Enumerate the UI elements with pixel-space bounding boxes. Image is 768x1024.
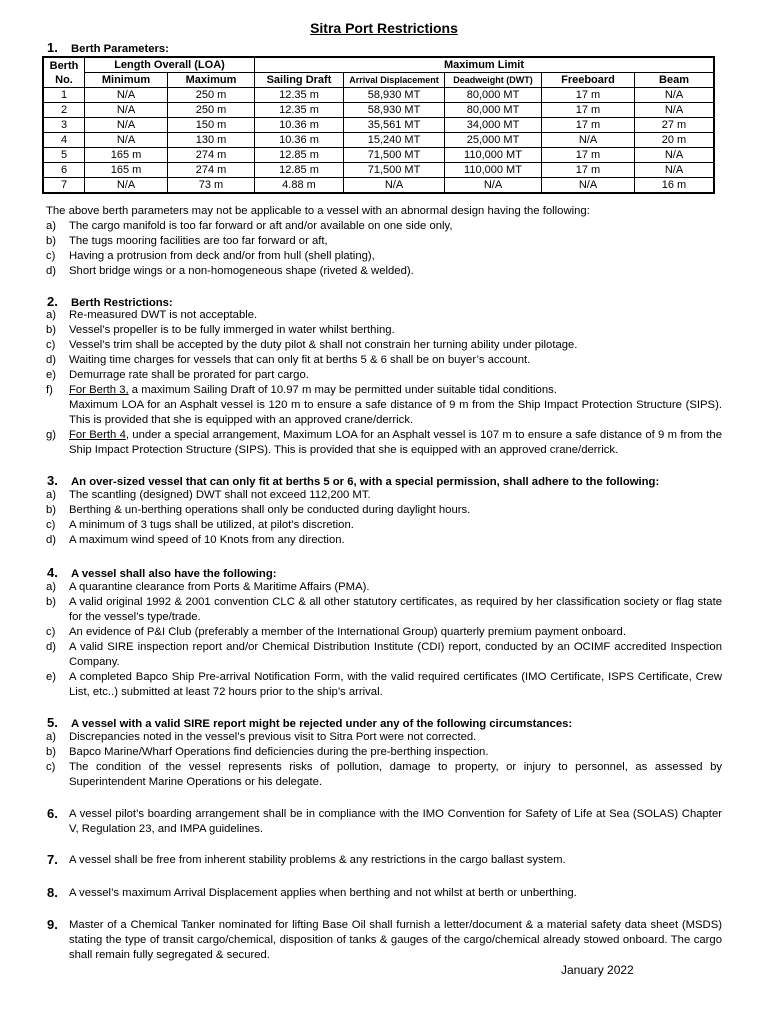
cell-berth-no: 5 — [43, 148, 85, 163]
section-9-text: Master of a Chemical Tanker nominated for lifting Base Oil shall furnish a letter/document & a material safety data sheet (MSDS) stating the type of transit cargo/chemical, disposition of tanks & gauges of the cargo/chemical already stowed onboard. The cargo shall remain fully segregated & secured. — [69, 919, 722, 961]
cell-arrival-displacement: N/A — [344, 178, 445, 194]
cell-berth-no: 2 — [43, 103, 85, 118]
table-row — [43, 88, 714, 103]
section-title: Berth Restrictions: — [71, 297, 173, 309]
cell-arrival-displacement: 71,500 MT — [344, 148, 445, 163]
cell-sailing-draft: 12.35 m — [255, 88, 344, 103]
item-label: d) — [46, 641, 57, 653]
list-item — [46, 219, 722, 234]
section-7-text: A vessel shall be free from inherent stability problems & any restrictions in the cargo ballast system. — [69, 854, 566, 866]
cell-freeboard: 17 m — [542, 103, 635, 118]
table-row — [43, 118, 714, 133]
list-item — [46, 308, 722, 323]
section-1-list — [46, 219, 722, 279]
item-label: c) — [46, 626, 56, 638]
cell-arrival-displacement: 35,561 MT — [344, 118, 445, 133]
item-text: The tugs mooring facilities are too far forward or aft, — [69, 235, 328, 247]
cell-deadweight: 110,000 MT — [445, 163, 542, 178]
cell-sailing-draft: 12.35 m — [255, 103, 344, 118]
cell-loa-max: 250 m — [168, 88, 255, 103]
list-item — [46, 595, 722, 625]
cell-beam: 27 m — [635, 118, 715, 133]
section-number: 8. — [47, 885, 58, 900]
item-label: b) — [46, 746, 57, 758]
item-text: The scantling (designed) DWT shall not exceed 112,200 MT. — [69, 489, 371, 501]
item-label: b) — [46, 596, 57, 608]
item-text: Waiting time charges for vessels that can only fit at berths 5 & 6 shall be on buyer’s account. — [69, 354, 531, 366]
cell-loa-min: N/A — [85, 118, 168, 133]
item-text: Re-measured DWT is not acceptable. — [69, 309, 258, 321]
list-item — [46, 580, 722, 595]
cell-loa-max: 274 m — [168, 148, 255, 163]
list-item — [46, 518, 722, 533]
list-item — [46, 503, 722, 518]
header-deadweight: Deadweight (DWT) — [445, 73, 542, 88]
cell-arrival-displacement: 58,930 MT — [344, 103, 445, 118]
section-6 — [47, 807, 722, 837]
cell-berth-no: 3 — [43, 118, 85, 133]
cell-sailing-draft: 10.36 m — [255, 133, 344, 148]
section-number: 1. — [47, 40, 58, 55]
section-4-list — [46, 580, 722, 700]
list-item — [46, 730, 722, 745]
section-9 — [47, 918, 722, 963]
section-6-text: A vessel pilot’s boarding arrangement shall be in compliance with the IMO Convention for Safety of Life at Sea (SOLAS) Chapter V, Regulation 23, and IMPA guidelines. — [69, 808, 722, 835]
section-number: 9. — [47, 917, 58, 932]
item-text: A quarantine clearance from Ports & Maritime Affairs (PMA). — [69, 581, 370, 593]
list-item — [46, 383, 722, 428]
list-item — [46, 323, 722, 338]
item-text: A maximum wind speed of 10 Knots from any direction. — [69, 534, 345, 546]
cell-berth-no: 4 — [43, 133, 85, 148]
table-row — [43, 163, 714, 178]
section-4-list-wrap — [46, 580, 722, 700]
table-row — [43, 133, 714, 148]
cell-deadweight: 110,000 MT — [445, 148, 542, 163]
cell-loa-min: N/A — [85, 178, 168, 194]
header-berth-no: Berth No. — [43, 57, 85, 88]
item-label: e) — [46, 671, 57, 683]
item-text: A completed Bapco Ship Pre-arrival Notification Form, with the valid required certificates (IMO Certificate, ISPS Certificate, Crew List, etc..) submitted at least 72 hours prior to the ship’s arrival. — [69, 671, 722, 698]
item-text-cont: Maximum LOA for an Asphalt vessel is 120 m to ensure a safe distance of 9 m from the Ship Impact Protection Structure (SIPS). This is provided that she is equipped with an approved crane/derrick. — [69, 399, 722, 426]
item-label: b) — [46, 504, 57, 516]
section-5-list-wrap — [46, 730, 722, 790]
section-3-list — [46, 488, 722, 548]
cell-freeboard: 17 m — [542, 163, 635, 178]
cell-sailing-draft: 12.85 m — [255, 163, 344, 178]
item-text: A minimum of 3 tugs shall be utilized, at pilot’s discretion. — [69, 519, 354, 531]
section-2-list — [46, 308, 722, 383]
item-label: a) — [46, 309, 57, 321]
item-label: a) — [46, 581, 57, 593]
section-1-intro: The above berth parameters may not be applicable to a vessel with an abnormal design having the following: — [46, 205, 590, 217]
cell-loa-max: 250 m — [168, 103, 255, 118]
item-text: A valid SIRE inspection report and/or Chemical Distribution Institute (CDI) report, conducted by an OCIMF accredited Inspection Company. — [69, 641, 722, 668]
section-1-heading — [47, 40, 169, 57]
section-number: 4. — [47, 565, 58, 580]
header-minimum: Minimum — [85, 73, 168, 88]
section-number: 3. — [47, 473, 58, 488]
berth-parameters-table — [42, 56, 715, 194]
list-item — [46, 760, 722, 790]
cell-deadweight: 25,000 MT — [445, 133, 542, 148]
cell-freeboard: 17 m — [542, 118, 635, 133]
cell-berth-no: 1 — [43, 88, 85, 103]
list-item — [46, 625, 722, 640]
section-8-text: A vessel’s maximum Arrival Displacement applies when berthing and not whilst at berth or unberthing. — [69, 887, 577, 899]
item-label: d) — [46, 534, 57, 546]
item-label: c) — [46, 250, 56, 262]
section-5-list — [46, 730, 722, 790]
cell-arrival-displacement: 15,240 MT — [344, 133, 445, 148]
item-label: b) — [46, 324, 57, 336]
item-label: c) — [46, 519, 56, 531]
section-number: 6. — [47, 806, 58, 821]
item-label: c) — [46, 339, 56, 351]
cell-sailing-draft: 12.85 m — [255, 148, 344, 163]
item-text: Discrepancies noted in the vessel’s previous visit to Sitra Port were not corrected. — [69, 731, 477, 743]
cell-berth-no: 6 — [43, 163, 85, 178]
section-3-list-wrap — [46, 488, 722, 548]
cell-loa-min: 165 m — [85, 163, 168, 178]
item-text: Demurrage rate shall be prorated for part cargo. — [69, 369, 309, 381]
table-row — [43, 148, 714, 163]
section-number: 7. — [47, 852, 58, 867]
cell-deadweight: 80,000 MT — [445, 103, 542, 118]
cell-deadweight: 80,000 MT — [445, 88, 542, 103]
cell-beam: N/A — [635, 148, 715, 163]
header-loa: Length Overall (LOA) — [85, 57, 255, 73]
cell-loa-min: 165 m — [85, 148, 168, 163]
item-text: Short bridge wings or a non-homogeneous shape (riveted & welded). — [69, 265, 414, 277]
cell-beam: N/A — [635, 88, 715, 103]
list-item — [46, 249, 722, 264]
cell-arrival-displacement: 71,500 MT — [344, 163, 445, 178]
list-item — [46, 670, 722, 700]
cell-beam: 16 m — [635, 178, 715, 194]
section-title: Berth Parameters: — [71, 43, 169, 55]
item-text: Bapco Marine/Wharf Operations find deficiencies during the pre-berthing inspection. — [69, 746, 489, 758]
item-label: a) — [46, 489, 57, 501]
section-number: 2. — [47, 294, 58, 309]
cell-arrival-displacement: 58,930 MT — [344, 88, 445, 103]
header-sailing-draft: Sailing Draft — [255, 73, 344, 88]
section-1-notes — [46, 204, 722, 279]
cell-beam: N/A — [635, 163, 715, 178]
item-label: a) — [46, 220, 57, 232]
item-text: a maximum Sailing Draft of 10.97 m may be permitted under suitable tidal conditions. — [128, 384, 557, 396]
list-item — [46, 353, 722, 368]
section-7 — [47, 853, 722, 868]
item-label: d) — [46, 265, 57, 277]
section-8 — [47, 886, 722, 901]
item-text: Vessel’s trim shall be accepted by the duty pilot & shall not constrain her turning ability under pilotage. — [69, 339, 578, 351]
cell-freeboard: 17 m — [542, 88, 635, 103]
item-text: , under a special arrangement, Maximum LOA for an Asphalt vessel is 107 m to ensure a safe distance of 9 m from the Ship Impact Protection Structure (SIPS). This is provided that she is equipped with an approved crane/derrick. — [69, 429, 722, 456]
cell-sailing-draft: 10.36 m — [255, 118, 344, 133]
item-text: Vessel’s propeller is to be fully immerged in water whilst berthing. — [69, 324, 395, 336]
section-title: A vessel with a valid SIRE report might be rejected under any of the following circumstances: — [71, 718, 573, 730]
berth-4-link-text: For Berth 4 — [69, 429, 126, 441]
section-2-list-wrap — [46, 308, 722, 458]
item-text: The cargo manifold is too far forward or aft and/or available on one side only, — [69, 220, 453, 232]
section-number: 5. — [47, 715, 58, 730]
cell-loa-min: N/A — [85, 103, 168, 118]
cell-loa-max: 73 m — [168, 178, 255, 194]
item-text: A valid original 1992 & 2001 convention CLC & all other statutory certificates, as required by her classification society or flag state for the vessel’s type/trade. — [69, 596, 722, 623]
item-text: An evidence of P&I Club (preferably a member of the International Group) quarterly premium payment onboard. — [69, 626, 626, 638]
cell-freeboard: N/A — [542, 133, 635, 148]
cell-loa-min: N/A — [85, 88, 168, 103]
header-beam: Beam — [635, 73, 715, 88]
cell-deadweight: N/A — [445, 178, 542, 194]
list-item — [46, 338, 722, 353]
list-item — [46, 368, 722, 383]
table-row — [43, 178, 714, 194]
page-title: Sitra Port Restrictions — [310, 20, 458, 36]
cell-beam: N/A — [635, 103, 715, 118]
list-item — [46, 488, 722, 503]
cell-freeboard: N/A — [542, 178, 635, 194]
document-date: January 2022 — [561, 963, 634, 977]
header-maximum-limit: Maximum Limit — [255, 57, 715, 73]
cell-deadweight: 34,000 MT — [445, 118, 542, 133]
header-freeboard: Freeboard — [542, 73, 635, 88]
berth-3-link-text: For Berth 3, — [69, 384, 129, 396]
header-maximum: Maximum — [168, 73, 255, 88]
list-item — [46, 640, 722, 670]
item-text: Berthing & un-berthing operations shall only be conducted during daylight hours. — [69, 504, 471, 516]
table-row — [43, 103, 714, 118]
list-item — [46, 533, 722, 548]
cell-loa-max: 130 m — [168, 133, 255, 148]
cell-beam: 20 m — [635, 133, 715, 148]
item-label: g) — [46, 429, 57, 441]
item-text: The condition of the vessel represents risks of pollution, damage to property, or injury to personnel, as assessed by Superintendent Marine Operations or his delegate. — [69, 761, 722, 788]
cell-loa-max: 150 m — [168, 118, 255, 133]
list-item — [46, 234, 722, 249]
list-item — [46, 745, 722, 760]
cell-berth-no: 7 — [43, 178, 85, 194]
cell-sailing-draft: 4.88 m — [255, 178, 344, 194]
list-item — [46, 264, 722, 279]
item-label: c) — [46, 761, 56, 773]
item-text: Having a protrusion from deck and/or from hull (shell plating), — [69, 250, 375, 262]
list-item — [46, 428, 722, 458]
item-label: e) — [46, 369, 57, 381]
item-label: f) — [46, 384, 53, 396]
cell-freeboard: 17 m — [542, 148, 635, 163]
item-label: b) — [46, 235, 57, 247]
item-label: a) — [46, 731, 57, 743]
berth-table-body — [43, 88, 714, 194]
item-label: d) — [46, 354, 57, 366]
section-title: An over-sized vessel that can only fit at berths 5 or 6, with a special permission, shall adhere to the following: — [71, 476, 660, 488]
cell-loa-max: 274 m — [168, 163, 255, 178]
header-arrival-displacement: Arrival Displacement — [344, 73, 445, 88]
cell-loa-min: N/A — [85, 133, 168, 148]
section-title: A vessel shall also have the following: — [71, 568, 277, 580]
